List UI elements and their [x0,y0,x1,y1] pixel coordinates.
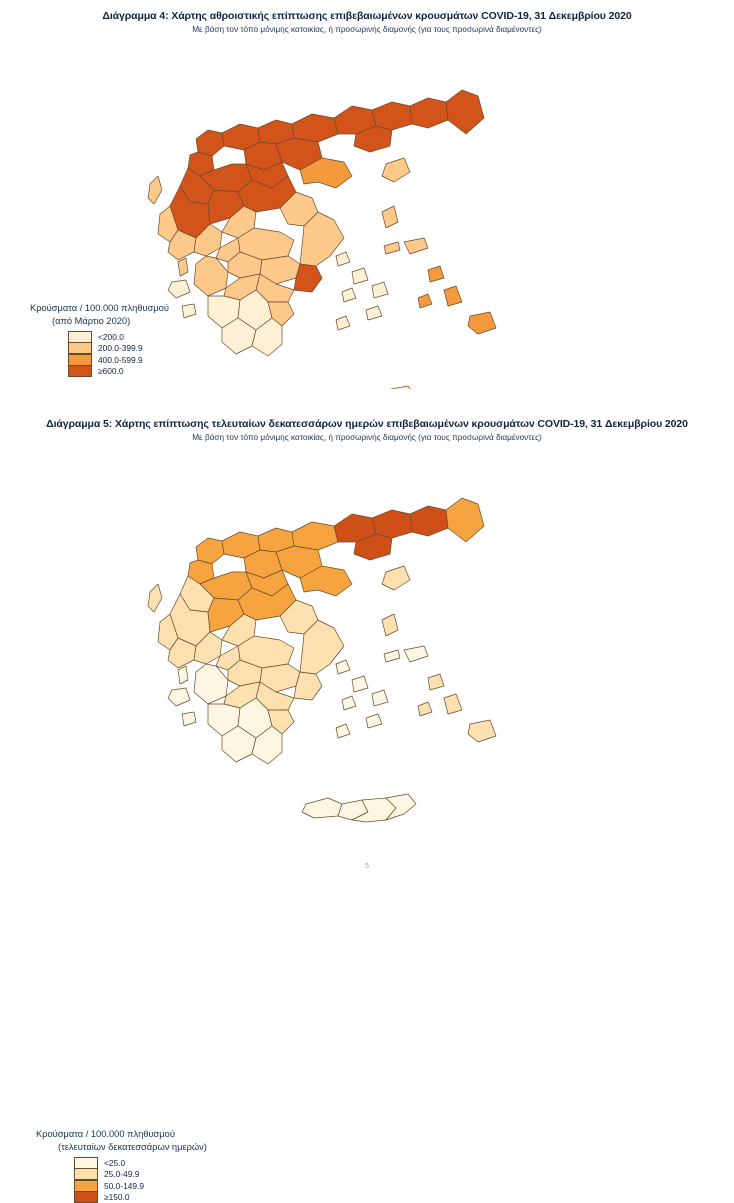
legend-figure-4 [30,302,169,377]
region-aitoloakarnania [194,664,228,704]
figure-5-title: Διάγραμμα 5: Χάρτης επίπτωσης τελευταίων δεκατεσσάρων ημερών επιβεβαιωμένων κρουσμάτων COVID-19, 31 Δεκεμβρίου 2020 [46,418,688,430]
region-serres [292,522,338,550]
region-dodekanisa-c [468,720,496,742]
legend-label-4: ≥150.0 [104,1192,130,1203]
region-florina [196,130,224,156]
figure-5-subtitle: Με βάση τον τόπο μόνιμης κατοικίας, ή προσωρινής διαμονής (για τους προσωρινά διαμένοντες) [192,433,542,442]
map-figure-4 [0,34,734,389]
region-samos [404,646,428,662]
region-dodekanisa-c [468,312,496,334]
legend-item [74,1192,207,1203]
region-kyklades-b [352,676,368,692]
region-rodopi [410,506,448,536]
region-kyklades-d [342,696,356,710]
legend-item [74,1157,207,1169]
region-ikaria [384,650,400,662]
region-zakynthos [182,304,196,318]
region-lesvos [382,158,410,182]
legend-swatch-3 [74,1180,98,1192]
legend-swatch-1 [68,331,92,343]
legend-label-1: <200.0 [98,331,124,342]
map-figure-5 [0,442,734,1203]
figure-5 [0,418,734,1203]
region-lefkada [178,258,188,276]
region-evros [446,498,484,542]
region-xanthi [372,510,412,538]
region-kyklades-d [342,288,356,302]
legend-title-line1: Κρούσματα / 100.000 πληθυσμού [30,303,169,313]
legend-swatch-2 [68,342,92,354]
region-kefallinia [168,688,190,706]
region-kyklades-f [336,724,350,738]
legend-label-2: 25.0-49.9 [104,1169,140,1180]
figure-4 [0,10,734,389]
region-dodekanisa-a [428,266,444,282]
region-lefkada [178,666,188,684]
legend-label-3: 400.0-599.9 [98,354,143,365]
region-dodekanisa-a [428,674,444,690]
region-xanthi [372,102,412,130]
region-chios [382,614,398,636]
greece-choropleth-map-14day [0,442,734,832]
legend-swatch-3 [68,354,92,366]
legend-item [74,1169,207,1181]
legend-title-line1: Κρούσματα / 100.000 πληθυσμού [36,1129,175,1139]
region-samos [404,238,428,254]
region-evros [446,90,484,134]
region-kyklades-f [336,316,350,330]
region-kyklades-e [366,714,382,728]
region-dodekanisa-b [444,286,462,306]
region-kerkyra [148,176,162,204]
region-aitoloakarnania [194,256,228,296]
legend-item [68,354,169,366]
legend-item [68,366,169,378]
region-ikaria [384,242,400,254]
region-dodekanisa-d [418,294,432,308]
region-chios [382,206,398,228]
legend-title-line2: (τελευταίων δεκατεσσάρων ημερών) [58,1141,207,1152]
region-lasithi [386,386,416,389]
figure-4-subtitle: Με βάση τον τόπο μόνιμης κατοικίας, ή προσωρινής διαμονής (για τους προσωρινά διαμένοντες) [192,25,542,34]
legend-title-figure-4 [30,302,169,327]
legend-label-1: <25.0 [104,1157,126,1168]
legend-item [68,331,169,343]
legend-item [68,343,169,355]
figure-4-title: Διάγραμμα 4: Χάρτης αθροιστικής επίπτωσης επιβεβαιωμένων κρουσμάτων COVID-19, 31 Δεκεμβρίου 2020 [102,10,632,22]
region-kerkyra [148,584,162,612]
legend-label-4: ≥600.0 [98,366,124,377]
page-number: 5 [365,863,369,870]
region-rodopi [410,98,448,128]
legend-swatch-4 [68,365,92,377]
legend-title-figure-5 [36,1128,207,1153]
legend-item [74,1180,207,1192]
region-kefallinia [168,280,190,298]
legend-figure-5 [36,1128,207,1203]
region-chania [302,798,342,818]
region-lesvos [382,566,410,590]
region-kyklades-b [352,268,368,284]
region-kyklades-e [366,306,382,320]
legend-swatch-4 [74,1191,98,1203]
legend-label-2: 200.0-399.9 [98,343,143,354]
region-florina [196,538,224,564]
region-dodekanisa-d [418,702,432,716]
legend-swatch-2 [74,1168,98,1180]
legend-title-line2: (από Μάρτιο 2020) [52,315,131,326]
legend-label-3: 50.0-149.9 [104,1180,145,1191]
region-kyklades-a [336,252,350,266]
region-kyklades-a [336,660,350,674]
region-kyklades-c [372,282,388,298]
region-zakynthos [182,712,196,726]
region-dodekanisa-b [444,694,462,714]
legend-swatch-1 [74,1157,98,1169]
region-serres [292,114,338,142]
region-kyklades-c [372,690,388,706]
